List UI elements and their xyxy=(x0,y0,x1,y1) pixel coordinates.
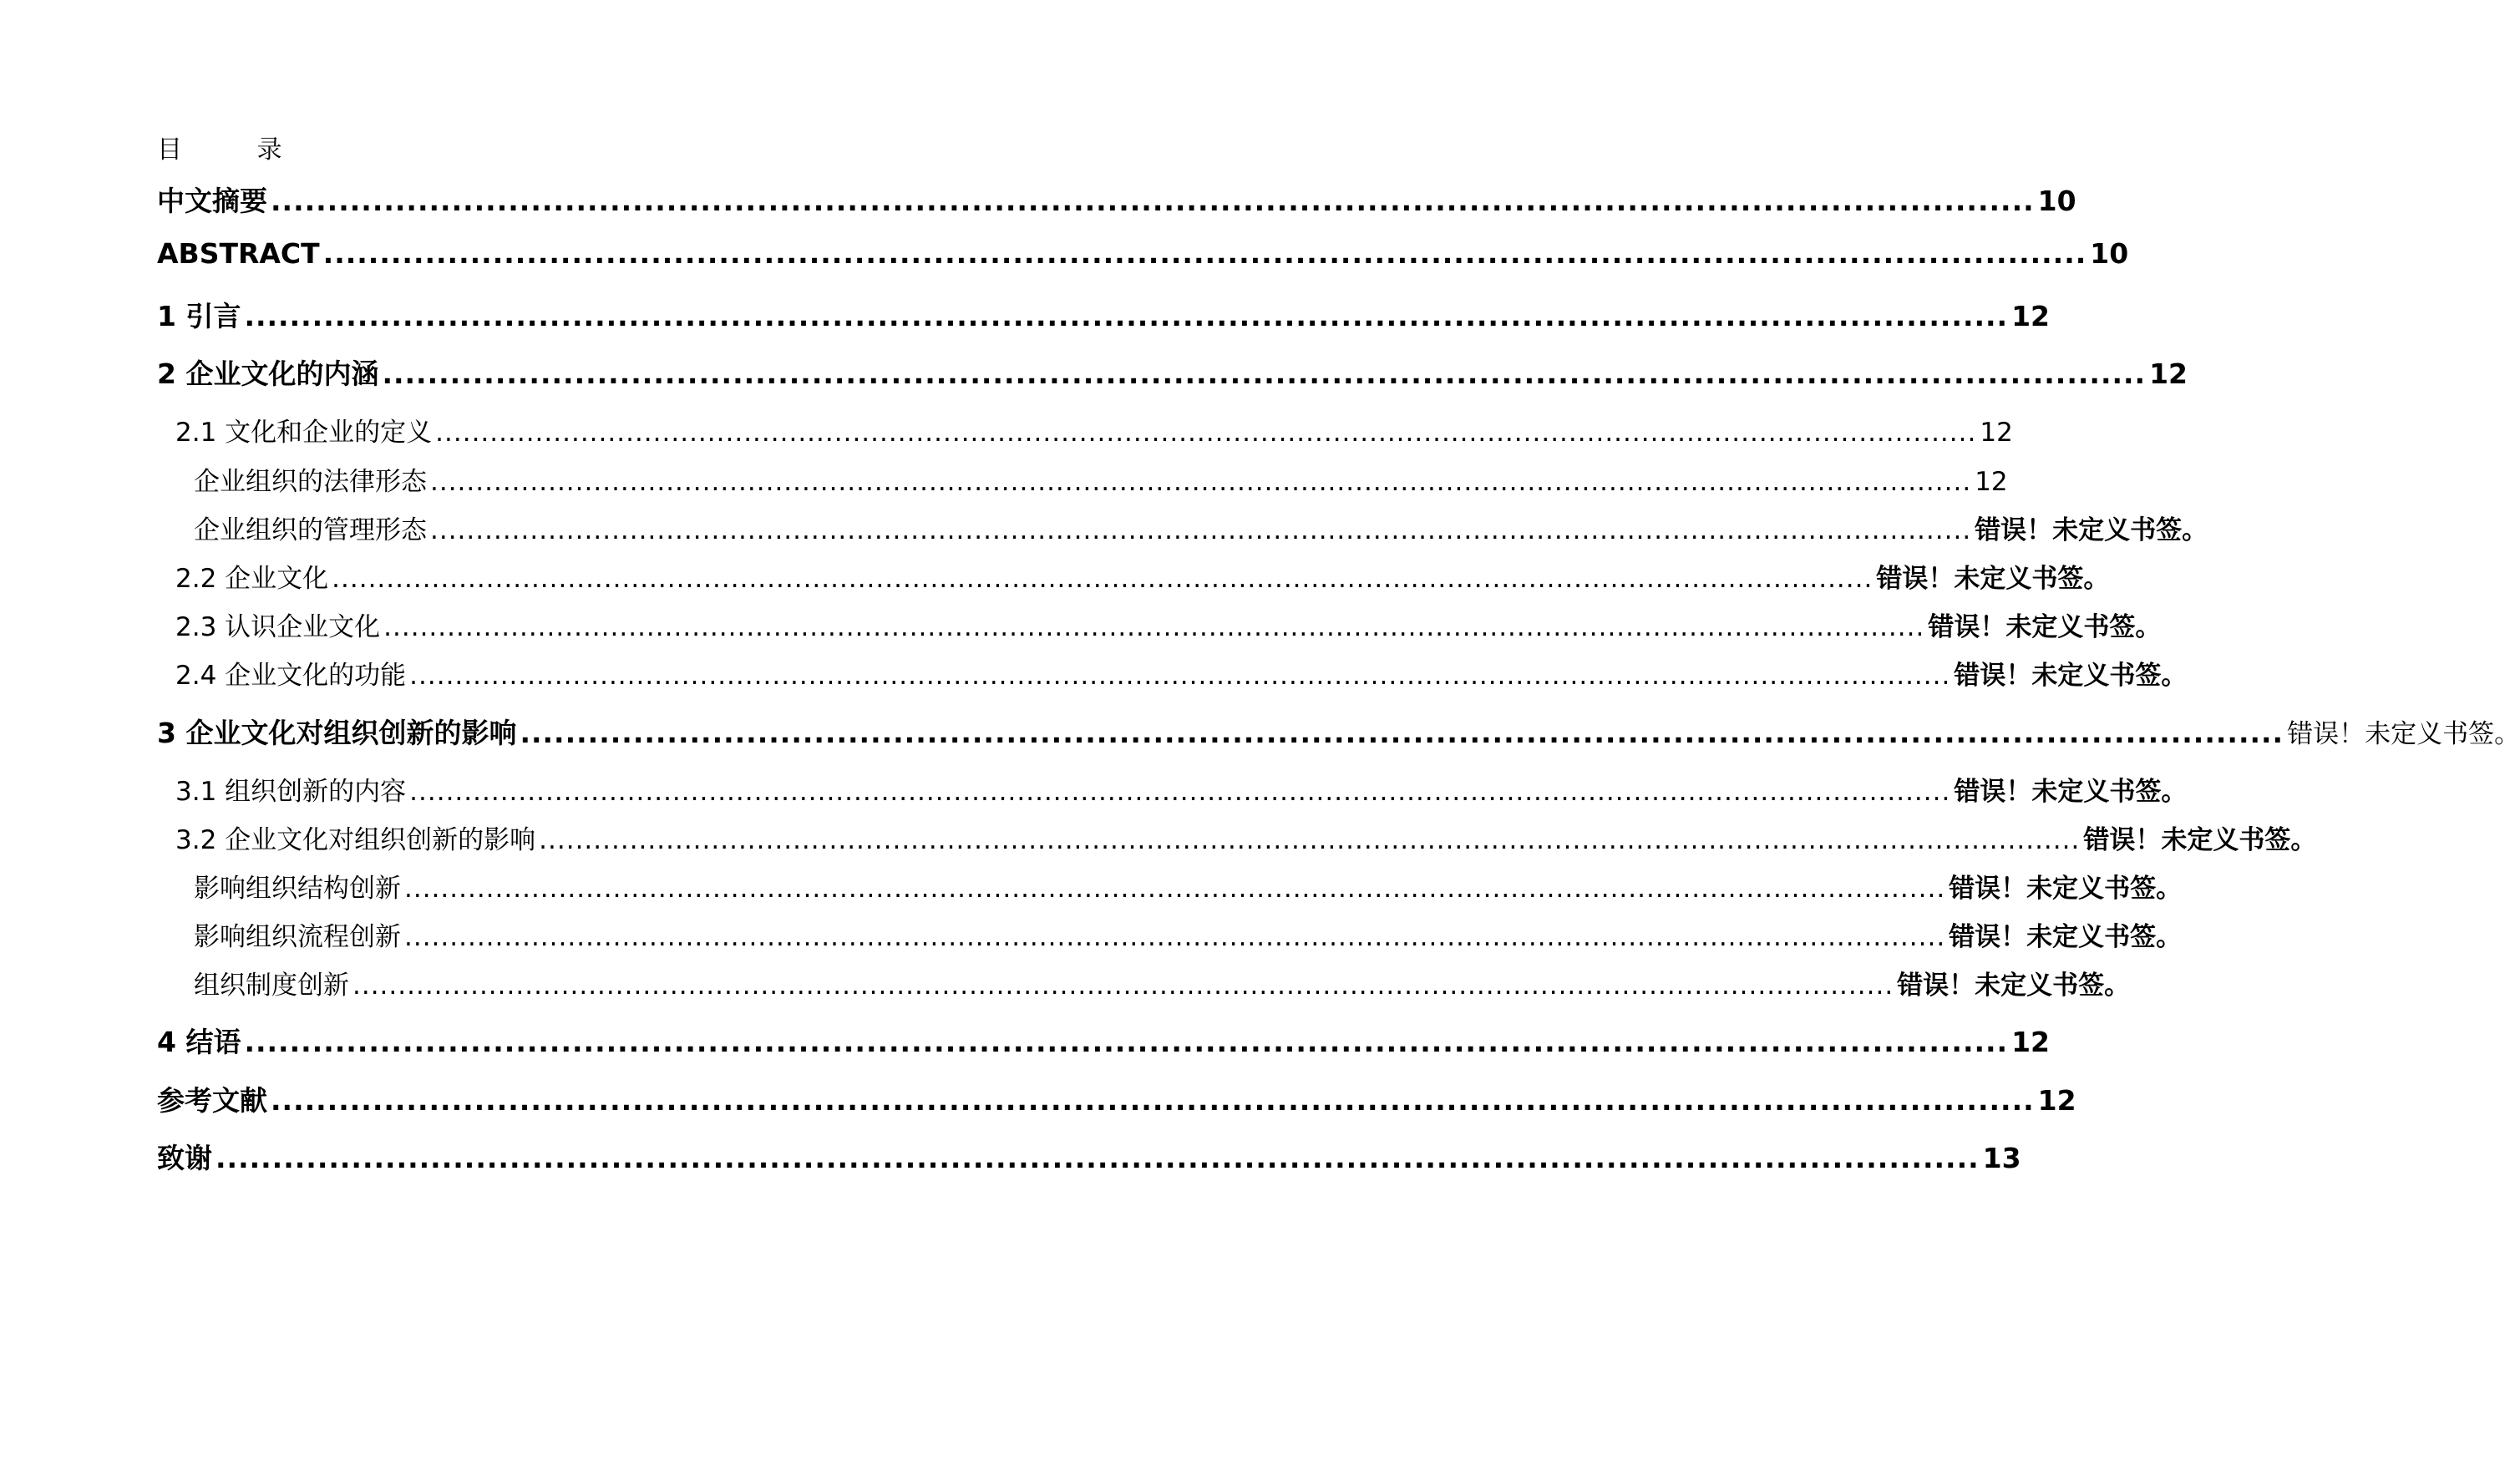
toc-entry-acknowledgements[interactable] xyxy=(157,1137,2021,1176)
toc-entry-title: 2.4 企业文化的功能 xyxy=(175,661,407,691)
dot-leader: ............................................................................................................................................................ xyxy=(520,717,2284,749)
toc-entry-title: 2 企业文化的内涵 xyxy=(157,357,379,390)
toc-entry-legal-form[interactable] xyxy=(157,460,2008,498)
dot-leader: ............................................................................................................................................................ xyxy=(244,1026,2009,1058)
toc-entry-page: 13 xyxy=(1982,1142,2021,1174)
toc-entry-chinese-abstract[interactable] xyxy=(157,180,2076,219)
toc-entry-management-form[interactable] xyxy=(157,509,2208,546)
toc-entry-page-error: 错误！未定义书签。 xyxy=(1928,612,2162,642)
toc-entry-page: 12 xyxy=(2011,1026,2051,1058)
toc-entry-title: 3.2 企业文化对组织创新的影响 xyxy=(175,825,536,855)
toc-entry-page-error: 错误！未定义书签。 xyxy=(1975,515,2208,545)
dot-leader: .......................................................................................................................................................................... xyxy=(430,467,1972,497)
toc-entry-chapter-2[interactable] xyxy=(157,352,2188,392)
toc-entry-page-error: 错误！未定义书签。 xyxy=(1949,874,2183,904)
toc-entry-page: 12 xyxy=(1975,467,2008,497)
toc-entry-page: 10 xyxy=(2090,237,2129,270)
toc-entry-page-error: 错误！未定义书签。 xyxy=(1954,661,2188,691)
toc-entry-title: 3.1 组织创新的内容 xyxy=(175,777,407,807)
dot-leader: ............................................................................................................................................................ xyxy=(271,185,2035,217)
toc-entry-2-1[interactable] xyxy=(157,411,2013,449)
toc-entry-title: ABSTRACT xyxy=(157,237,320,270)
toc-entry-2-2[interactable] xyxy=(157,557,2110,595)
toc-entry-page: 10 xyxy=(2037,185,2076,217)
toc-entry-system-innovation[interactable] xyxy=(157,964,2131,1001)
toc-entry-title: 致谢 xyxy=(157,1142,212,1174)
toc-entry-page-error: 错误！未定义书签。 xyxy=(1954,777,2188,807)
toc-entry-title: 4 结语 xyxy=(157,1026,241,1058)
toc-entry-title: 2.3 认识企业文化 xyxy=(175,612,381,642)
toc-entry-structure-innovation[interactable] xyxy=(157,867,2183,905)
toc-heading: 目 录 xyxy=(157,135,316,165)
toc-entry-title: 2.1 文化和企业的定义 xyxy=(175,418,433,448)
toc-entry-introduction[interactable] xyxy=(157,295,2051,334)
toc-entry-title: 中文摘要 xyxy=(157,185,267,217)
toc-entry-page: 12 xyxy=(1980,418,2013,448)
toc-entry-chapter-3[interactable] xyxy=(157,712,2520,751)
dot-leader: .......................................................................................................................................................................... xyxy=(409,777,1951,807)
toc-entry-abstract[interactable] xyxy=(157,237,2129,270)
dot-leader: .......................................................................................................................................................................... xyxy=(352,971,1894,1001)
toc-entry-references[interactable] xyxy=(157,1079,2076,1118)
dot-leader: .......................................................................................................................................................................... xyxy=(539,825,2081,855)
toc-entry-page-error: 错误！未定义书签。 xyxy=(2083,825,2317,855)
dot-leader: .......................................................................................................................................................................... xyxy=(430,515,1972,545)
toc-entry-page: 12 xyxy=(2011,300,2051,332)
dot-leader: .......................................................................................................................................................................... xyxy=(383,612,1925,642)
toc-entry-title: 企业组织的法律形态 xyxy=(194,467,427,497)
toc-entry-title: 组织制度创新 xyxy=(194,971,349,1001)
toc-entry-page: 12 xyxy=(2149,357,2188,390)
dot-leader: .......................................................................................................................................................................... xyxy=(332,564,1874,594)
dot-leader: .......................................................................................................................................................................... xyxy=(409,661,1951,691)
toc-entry-title: 影响组织流程创新 xyxy=(194,922,401,952)
toc-entry-title: 企业组织的管理形态 xyxy=(194,515,427,545)
toc-entry-title: 参考文献 xyxy=(157,1084,267,1117)
dot-leader: ............................................................................................................................................................ xyxy=(244,300,2009,332)
toc-entry-page: 12 xyxy=(2037,1084,2076,1117)
toc-entry-process-innovation[interactable] xyxy=(157,915,2183,953)
toc-entry-2-4[interactable] xyxy=(157,654,2188,692)
dot-leader: .......................................................................................................................................................................... xyxy=(435,418,1977,448)
dot-leader: .......................................................................................................................................................................... xyxy=(404,922,1946,952)
toc-entry-title: 1 引言 xyxy=(157,300,241,332)
toc-entry-page-error: 错误！未定义书签。 xyxy=(1876,564,2110,594)
toc-entry-title: 2.2 企业文化 xyxy=(175,564,329,594)
toc-entry-page-error: 错误！未定义书签。 xyxy=(1897,971,2131,1001)
toc-entry-title: 3 企业文化对组织创新的影响 xyxy=(157,717,517,749)
toc-entry-3-1[interactable] xyxy=(157,770,2188,808)
toc-entry-page-error: 错误！未定义书签。 xyxy=(2287,719,2520,749)
dot-leader: .......................................................................................................................................................................... xyxy=(404,874,1946,904)
dot-leader: ............................................................................................................................................................ xyxy=(271,1084,2035,1117)
dot-leader: ............................................................................................................................................................ xyxy=(215,1142,1980,1174)
dot-leader: ............................................................................................................................................................ xyxy=(382,357,2147,390)
toc-entry-3-2[interactable] xyxy=(157,819,2317,856)
toc-entry-title: 影响组织结构创新 xyxy=(194,874,401,904)
dot-leader: ............................................................................................................................................................ xyxy=(322,237,2087,270)
toc-entry-2-3[interactable] xyxy=(157,606,2162,643)
toc-entry-page-error: 错误！未定义书签。 xyxy=(1949,922,2183,952)
toc-entry-conclusion[interactable] xyxy=(157,1021,2051,1060)
